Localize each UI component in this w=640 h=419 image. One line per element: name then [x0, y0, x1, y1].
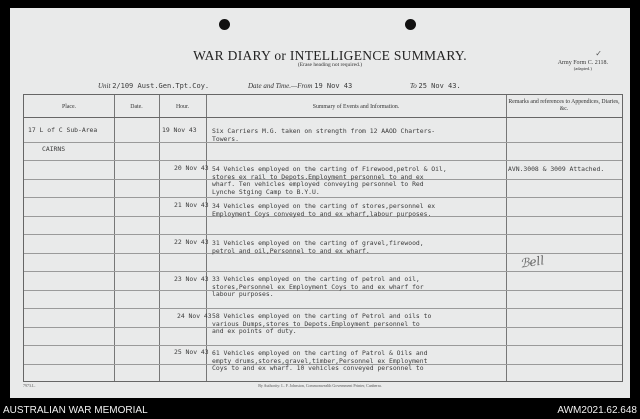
entry-date: 21 Nov 43 [174, 201, 209, 209]
unit-label: Unit [98, 82, 111, 90]
entry-summary: Six Carriers M.G. taken on strength from 12 AAOD Charters- Towers. [212, 127, 436, 143]
entry-date: 24 Nov 43 [177, 312, 212, 320]
entry-date: 25 Nov 43 [174, 348, 209, 356]
column-header-remarks: Remarks and references to Appendices, Diaries, &c. [508, 99, 620, 112]
entry-place-town: CAIRNS [42, 145, 66, 153]
entry-summary: 54 Vehicles employed on the carting of Firewood,petrol & Oil, stores ex rail to Depots.Employment personnel to and ex wharf. Ten vehicles employed conveying personnel to Red Lynche Stging Camp to B.Y.U. [212, 165, 447, 197]
form-adapted-note: (adapted.) [573, 66, 592, 71]
unit-value: 2/109 Aust.Gen.Tpt.Coy. [112, 82, 210, 90]
column-header-summary: Summary of Events and Information. [312, 104, 400, 110]
row-rule [24, 345, 622, 346]
form-title: WAR DIARY or INTELLIGENCE SUMMARY. [193, 48, 467, 63]
to-value: 25 Nov 43. [418, 82, 461, 90]
entry-date: 20 Nov 43 [174, 164, 209, 172]
date-from-field [248, 82, 352, 90]
entry-summary: 58 Vehicles employed on the carting of Petrol and oils to various Dumps,stores to Depots.Employment personnel to and ex points of duty. [212, 312, 432, 336]
entry-summary: 34 Vehicles employed on the carting of stores,personnel ex Employment Coys conveyed to and ex wharf,labour purposes. [212, 202, 436, 218]
printer-imprint: By Authority: L. F. Johnston, Commonwealth Government Printer, Canberra. [258, 383, 382, 388]
archive-accession-number: AWM2021.62.648 [557, 405, 637, 416]
row-rule [24, 234, 622, 235]
entry-remarks: AVN.3008 & 3009 Attached. [508, 165, 605, 173]
punch-hole [405, 19, 416, 30]
column-header-hour: Hour. [175, 104, 190, 110]
header-rule [24, 117, 622, 118]
from-value: 19 Nov 43 [314, 82, 353, 90]
unit-field [98, 82, 209, 90]
to-label: To [410, 82, 417, 90]
print-code: 7973.L. [23, 383, 36, 388]
column-divider [159, 95, 160, 381]
form-number [558, 60, 608, 71]
date-to-field [410, 82, 461, 90]
datetime-label: Date and Time.—From [248, 82, 313, 90]
war-diary-sheet [10, 8, 630, 398]
form-subtitle: (Erase heading not required.) [297, 62, 363, 68]
archive-credit: AUSTRALIAN WAR MEMORIAL [3, 405, 148, 416]
column-divider [506, 95, 507, 381]
entry-summary: 33 Vehicles employed on the carting of petrol and oil, stores,Personnel ex Employment Coys to and ex wharf for labour purposes. [212, 275, 424, 299]
handwritten-signature: ℬell [519, 253, 546, 271]
column-header-place: Place. [61, 104, 76, 110]
diary-table [23, 94, 623, 382]
entry-date: 19 Nov 43 [162, 126, 197, 134]
column-divider [114, 95, 115, 381]
form-number-text: Army Form C. 2118. [557, 60, 608, 66]
entry-summary: 31 Vehicles employed on the carting of gravel,firewood, petrol and oil,Personnel to and ex wharf. [212, 239, 424, 255]
row-rule [24, 197, 622, 198]
entry-date: 23 Nov 43 [174, 275, 209, 283]
row-rule [24, 271, 622, 272]
entry-place: 17 L of C Sub-Area [28, 126, 98, 134]
entry-date: 22 Nov 43 [174, 238, 209, 246]
row-rule [24, 160, 622, 161]
row-rule [24, 308, 622, 309]
punch-hole [219, 19, 230, 30]
column-header-date: Date. [130, 104, 143, 110]
entry-summary: 61 Vehicles employed on the carting of Patrol & Oils and empty drums,stores,gravel,timber,Personnel ex Employment Coys to and ex wharf. 10 vehicles conveyed personnel to [212, 349, 428, 373]
pin-mark-icon: ✓ [595, 49, 602, 58]
